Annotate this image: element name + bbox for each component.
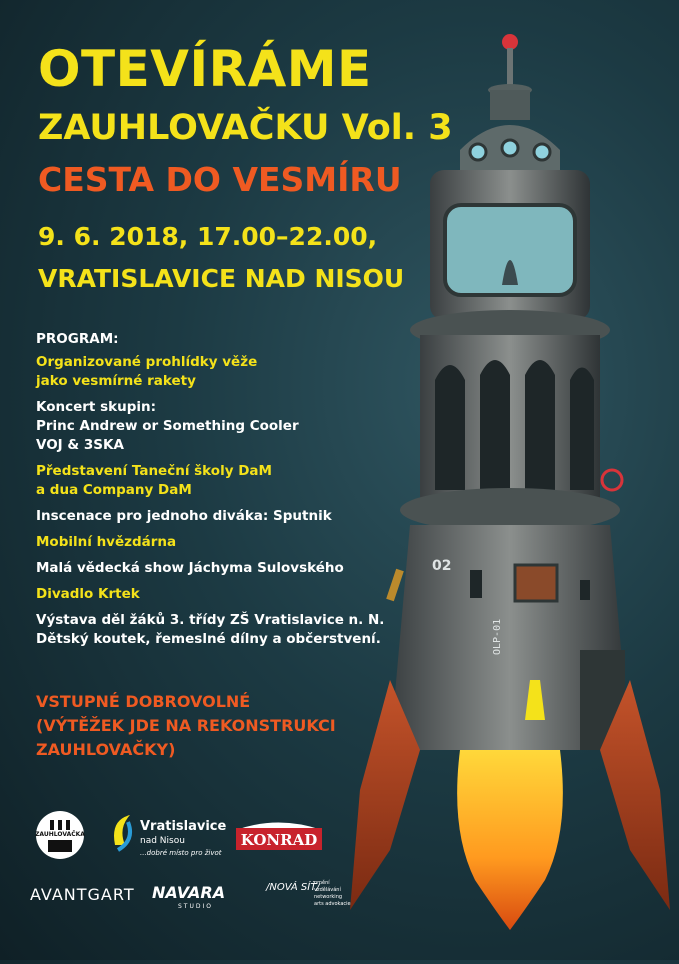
entry-line: (VÝTĚŽEK JDE NA REKONSTRUKCI	[36, 716, 336, 735]
program-item-line: Výstava děl žáků 3. třídy ZŠ Vratislavice n. N.	[36, 612, 385, 628]
program-item-line: Koncert skupin:	[36, 399, 157, 415]
nova-sit-tag: umění	[314, 880, 330, 886]
tower-rocket-mark: OLP-01	[492, 618, 503, 655]
entry-line: ZAUHLOVAČKY)	[36, 740, 176, 759]
avantgart-text: AVANTGART	[30, 885, 135, 904]
nova-sit-text: /NOVÁ SÍŤ/	[266, 882, 320, 893]
nova-sit-logo	[265, 879, 351, 907]
program-item	[36, 559, 396, 578]
program-item-line: Malá vědecká show Jáchyma Sulovského	[36, 560, 344, 576]
program-item-line: VOJ & 3SKA	[36, 437, 124, 453]
program	[36, 330, 396, 656]
program-item	[36, 585, 396, 604]
program-item-line: Představení Taneční školy DaM	[36, 463, 272, 479]
program-item-line: Mobilní hvězdárna	[36, 534, 177, 550]
title-line-1: OTEVÍRÁME	[38, 40, 372, 98]
logos-svg	[0, 800, 679, 960]
zauhlovacka-logo	[35, 811, 85, 859]
program-item-line: Organizované prohlídky věže	[36, 354, 258, 370]
avantgart-logo	[30, 885, 135, 904]
nova-sit-tag: arts advokacie	[314, 901, 351, 907]
program-item-line: a dua Company DaM	[36, 482, 192, 498]
zauhlovacka-text: ZAUHLOVAČKA	[35, 831, 85, 838]
program-item	[36, 611, 396, 649]
program-item	[36, 533, 396, 552]
nova-sit-tag: vzdělávání	[314, 887, 341, 893]
program-item-line: Dětský koutek, řemeslné dílny a občerstvení.	[36, 631, 381, 647]
program-list	[36, 353, 396, 649]
title-line-2: ZAUHLOVAČKU Vol. 3	[38, 108, 453, 148]
program-item	[36, 462, 396, 500]
program-item-line: Divadlo Krtek	[36, 586, 140, 602]
program-item-line: jako vesmírné rakety	[36, 373, 196, 389]
event-date: 9. 6. 2018, 17.00–22.00,	[38, 222, 378, 251]
title-line-3: CESTA DO VESMÍRU	[38, 160, 402, 199]
navara-sub: STUDIO	[178, 903, 213, 910]
program-item	[36, 398, 396, 455]
nova-sit-tag: networking	[314, 894, 343, 900]
antenna-ball	[502, 34, 518, 50]
program-heading: PROGRAM:	[36, 331, 119, 347]
program-item	[36, 507, 396, 526]
rocket-tower-illustration	[350, 30, 670, 930]
program-item-line: Inscenace pro jednoho diváka: Sputnik	[36, 508, 332, 524]
vratislavice-name: Vratislavice	[140, 819, 227, 834]
konrad-logo	[236, 823, 322, 851]
sponsor-logos	[0, 800, 679, 960]
vratislavice-logo	[114, 815, 227, 857]
tower-side-mark: 02	[432, 558, 452, 574]
program-item-line: Princ Andrew or Something Cooler	[36, 418, 299, 434]
entry-line: VSTUPNÉ DOBROVOLNÉ	[36, 692, 251, 711]
navara-logo	[152, 883, 225, 910]
vratislavice-tag: ...dobré místo pro život	[140, 849, 222, 857]
konrad-text: KONRAD	[240, 831, 318, 849]
entry-note	[36, 690, 336, 762]
vratislavice-sub: nad Nisou	[140, 836, 185, 846]
program-item	[36, 353, 396, 391]
event-place: VRATISLAVICE NAD NISOU	[38, 264, 405, 293]
navara-text: NAVARA	[152, 883, 226, 902]
